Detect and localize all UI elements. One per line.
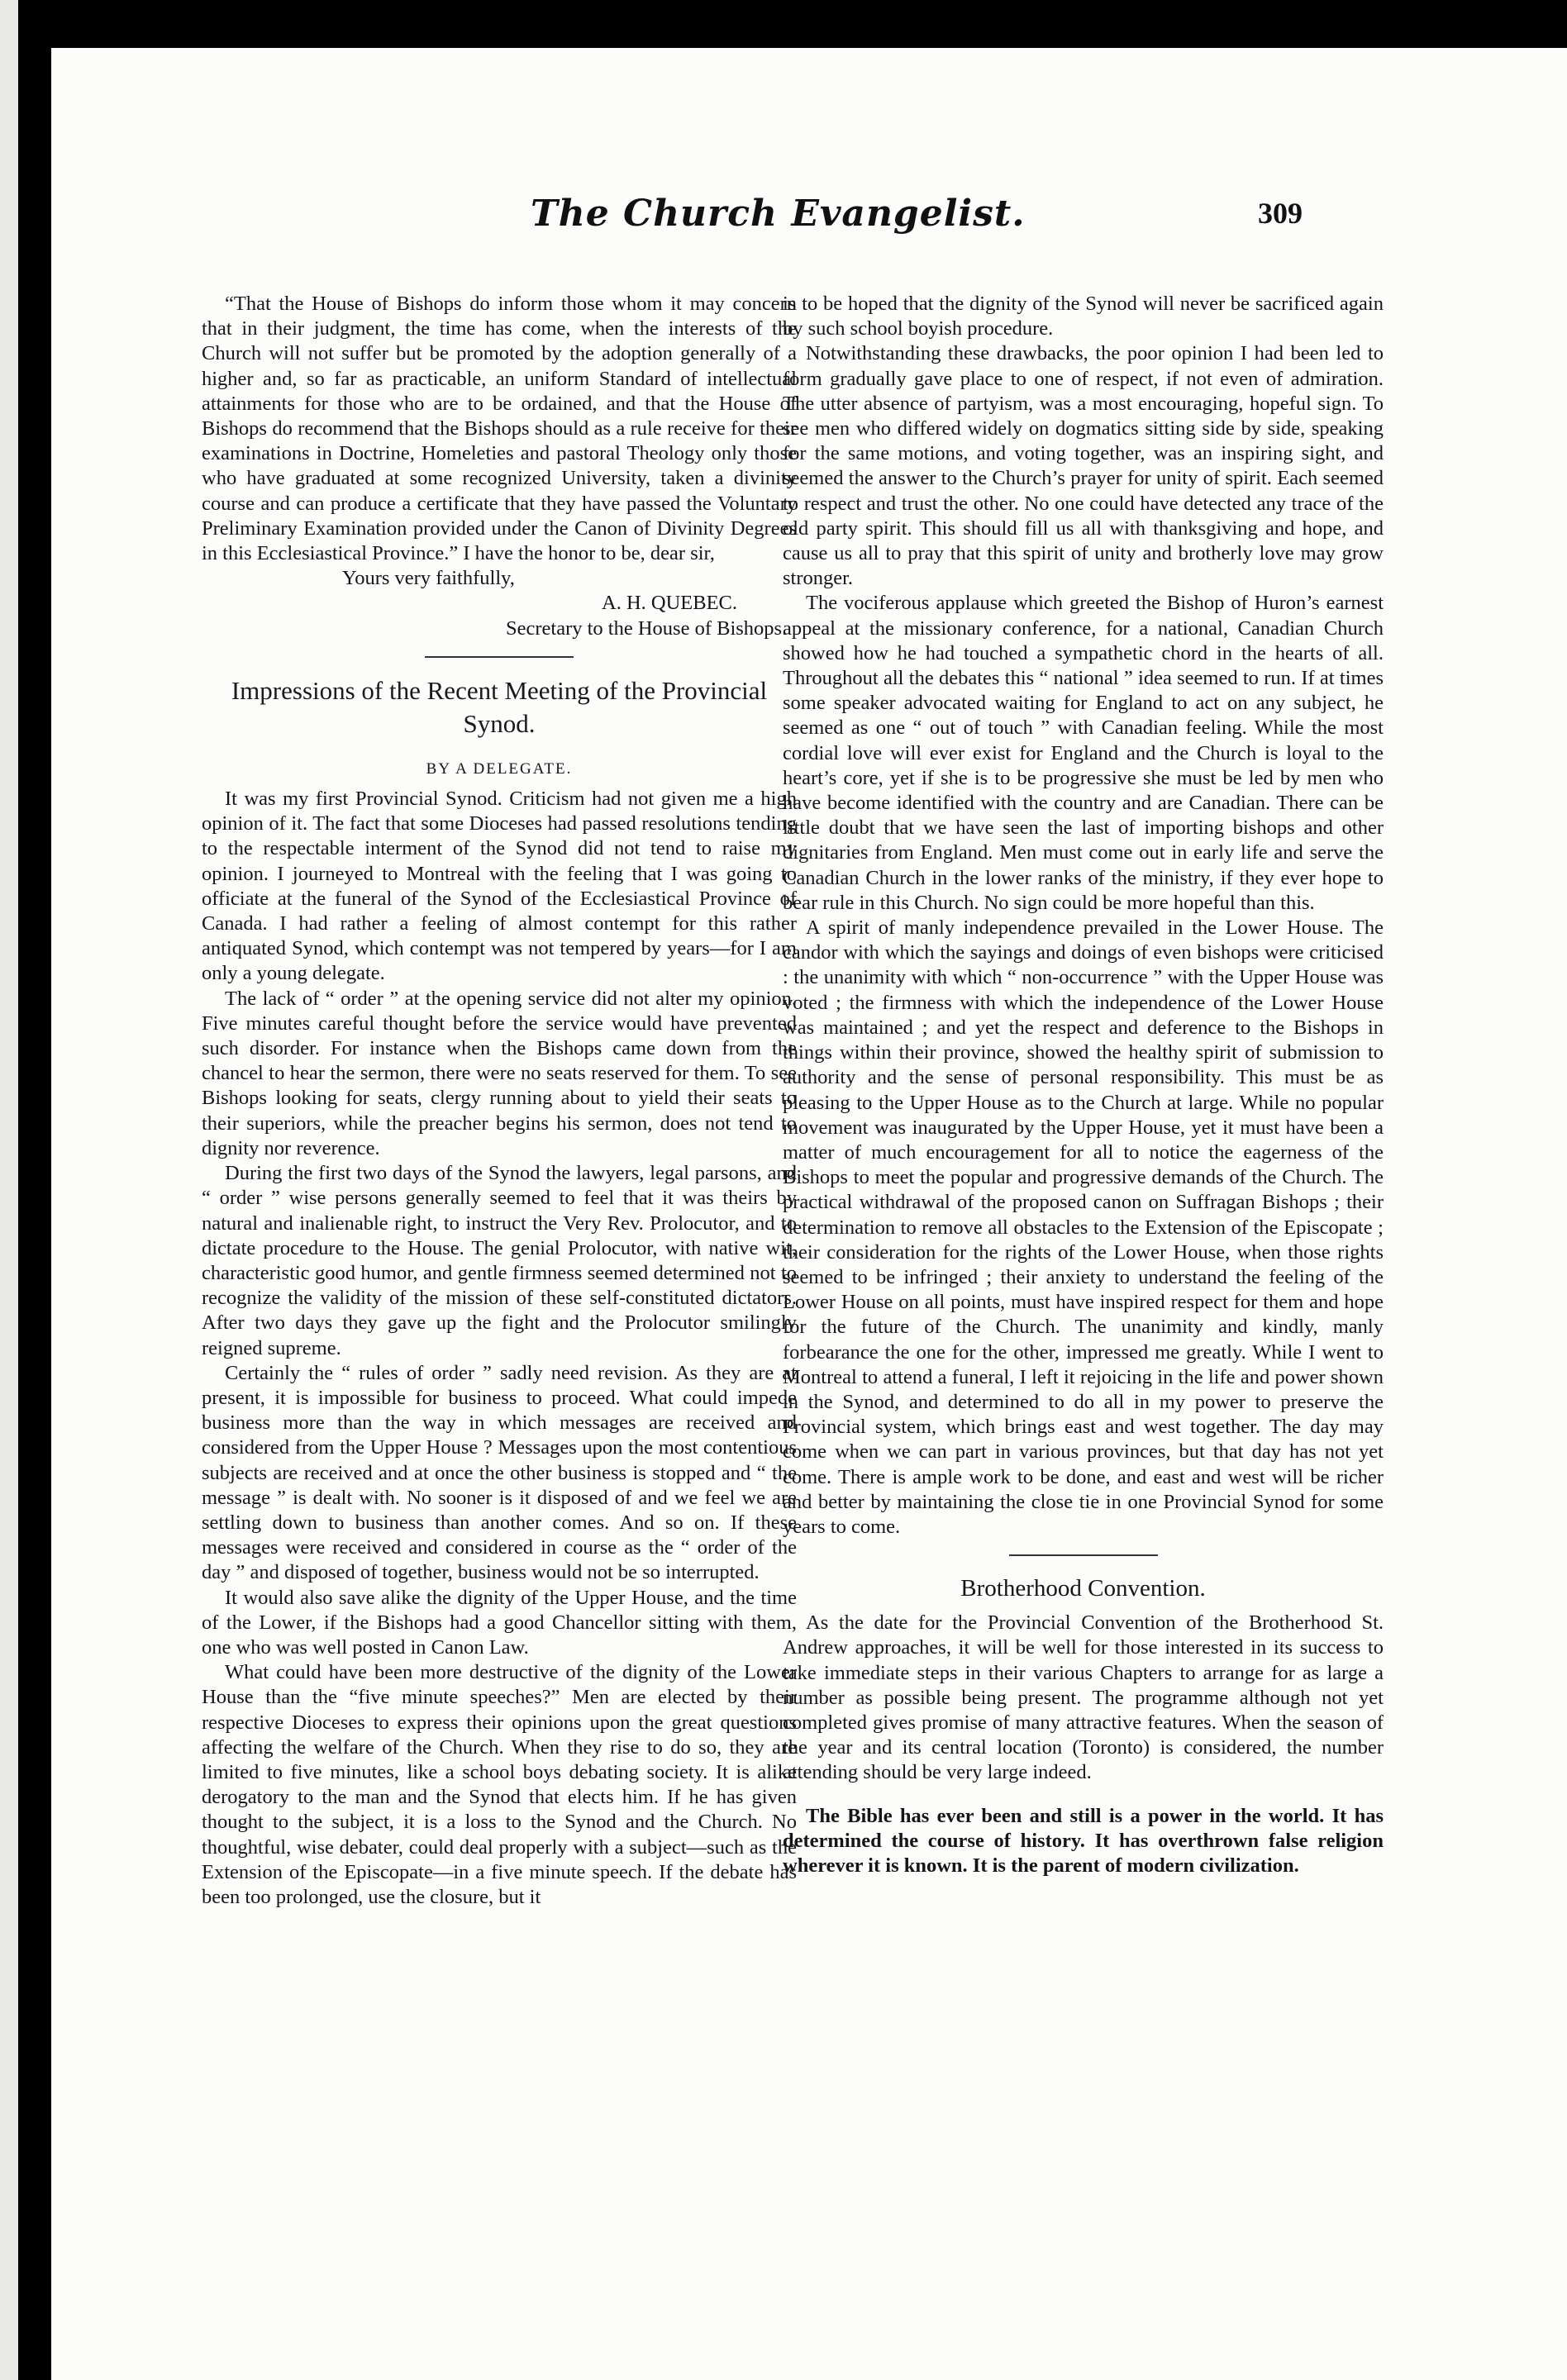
article-byline: BY A DELEGATE. — [426, 759, 573, 778]
section-paragraph: As the date for the Provincial Convention of the Brotherhood St. Andrew approaches, it will be well for those interested in its success to take immediate steps in their various Chapters to arrange for as large a number as possible being present. The programme although not yet completed gives promise of many attractive features. When the season of the year and its central location (Toronto) is considered, the number attending should be very large indeed. — [783, 1611, 1384, 1784]
letter-closing: Yours very faithfully, — [342, 567, 515, 590]
running-header — [51, 193, 1567, 250]
paragraph-gap — [783, 1786, 1384, 1804]
section-divider — [1009, 1554, 1158, 1556]
letter-signature-title: Secretary to the House of Bishops. — [506, 616, 788, 640]
right-column — [783, 292, 1384, 1878]
article-paragraph: It was my first Provincial Synod. Criticism had not given me a high opinion of it. The fact that some Dioceses had passed resolutions tending to the respectable interment of the Synod did not tend to raise my opinion. I journeyed to Montreal with the feeling that I was going to officiate at the funeral of the Synod of the Ecclesiastical Province of Canada. I had rather a feeling of almost contempt for this rather antiquated Synod, which contempt was not tempered by years—for I am only a young delegate. — [202, 788, 797, 985]
letter-text: “That the House of Bishops do inform those whom it may concern that in their judgment, the time has come, when the interests of the Church will not suffer but be promoted by the adoption generally of a higher and, so far as practicable, an uniform Standard of intellectual attainments for those who are to be ordained, and that the House of Bishops do recommend that the Bishops should as a rule receive for their examinations in Doctrine, Homeleties and pastoral Theology only those who have graduated at some recognized University, taken a divinity course and can produce a certificate that they have passed the Voluntary Preliminary Examination provided under the Canon of Divinity Degrees in this Ecclesiastical Province.” I have the honor to be, dear sir, — [202, 293, 797, 565]
journal-title: The Church Evangelist. — [531, 193, 1026, 235]
article-paragraph: During the first two days of the Synod the lawyers, legal parsons, and “ order ” wise persons generally seemed to feel that it was theirs by natural and inalienable right, to instruct the Very Rev. Prolocutor, and to dictate procedure to the House. The genial Prolocutor, with native wit, characteristic good humor, and gentle firmness seemed determined not to recognize the validity of the mission of these self-constituted dictators. After two days they gave up the fight and the Prolocutor smilingly reigned supreme. — [202, 1162, 797, 1359]
closing-paragraph: The Bible has ever been and still is a power in the world. It has determined the course of history. It has overthrown false religion wherever it is known. It is the parent of modern civilization. — [783, 1804, 1384, 1877]
article-paragraph: A spirit of manly independence prevailed in the Lower House. The candor with which the sayings and doings of even bishops were criticised : the unanimity with which “ non-occurrence ” with the Upper House was voted ; the firmness with which the independence of the Lower House was maintained ; and yet the respect and deference to the Bishops in things within their province, showed the healthy spirit of submission to authority and the sense of personal responsibility. This must be as pleasing to the Upper House as to the Church at large. While no popular movement was inaugurated by the Upper House, yet it must have been a matter of much encouragement for all to notice the eagerness of the Bishops to meet the popular and progressive demands of the Church. The practical withdrawal of the proposed canon on Suffragan Bishops ; their determination to remove all obstacles to the Extension of the Episcopate ; their consideration for the rights of the Lower House, when those rights seemed to be infringed ; their anxiety to understand the feeling of the Lower House on all points, must have inspired respect for them and hope for the future of the Church. The unanimity and kindly, manly forbearance the one for the other, impressed me greatly. While I went to Montreal to attend a funeral, I left it rejoicing in the life and power shown in the Synod, and determined to do all in my power to preserve the Provincial system, which brings east and west together. The day may come when we can part in various provinces, but that day has not yet come. There is ample work to be done, and east and west will be richer and better by maintaining the close tie in one Provincial Synod for some years to come. — [783, 916, 1384, 1538]
article-paragraph: Notwithstanding these drawbacks, the poor opinion I had been led to form gradually gave place to one of respect, if not even of admiration. The utter absence of partyism, was a most encouraging, hopeful sign. To see men who differed widely on dogmatics sitting side by side, speaking for the same motions, and voting together, was an inspiring sight, and seemed the answer to the Church’s prayer for unity of spirit. Each seemed to respect and trust the other. No one could have detected any trace of the old party spirit. This should fill us all with thanksgiving and hope, and cause us all to pray that this spirit of unity and brotherly love may grow stronger. — [783, 342, 1384, 590]
left-column — [202, 292, 797, 1910]
article-paragraph: Certainly the “ rules of order ” sadly need revision. As they are at present, it is impossible for business to proceed. What could impede business more than the way in which messages are received and considered from the Upper House ? Messages upon the most contentious subjects are received and at once the other business is stopped and “ the message ” is dealt with. No sooner is it disposed of and we feel we are settling down to business than another comes. And so on. If these messages were received and considered in course as the “ order of the day ” and disposed of together, business would not be so interrupted. — [202, 1361, 797, 1584]
article-paragraph: The lack of “ order ” at the opening service did not alter my opinion. Five minutes careful thought before the service would have prevented such disorder. For instance when the Bishops came down from the chancel to hear the sermon, there were no seats reserved for them. To see Bishops looking for seats, clergy running about to yield their seats to their superiors, while the preacher begins his sermon, does not tend to dignity nor reverence. — [202, 987, 797, 1159]
article-paragraph: What could have been more destructive of the dignity of the Lower House than the “five minute speeches?” Men are elected by their respective Dioceses to express their opinions upon the great questions affecting the welfare of the Church. When they rise to do so, they are limited to five minutes, like a school boys debating society. It is alike derogatory to the man and the Synod that elects him. If he has given thought to the subject, it is a loss to the Synod and the Church. No thoughtful, wise debater, could deal properly with a subject—such as the Extension of the Episcopate—in a five minute speech. If the debate has been too prolonged, use the closure, but it — [202, 1661, 797, 1908]
letter-signature: A. H. QUEBEC. — [602, 592, 738, 615]
scanned-page — [51, 48, 1567, 2380]
page-number: 309 — [1258, 197, 1303, 230]
article-paragraph: It would also save alike the dignity of the Upper House, and the time of the Lower, if the Bishops had a good Chancellor sitting with them, one who was well posted in Canon Law. — [202, 1586, 797, 1659]
page-gutter — [18, 0, 51, 2380]
page-spine-edge — [0, 0, 18, 2380]
article-paragraph: is to be hoped that the dignity of the Synod will never be sacrificed again by such school boyish procedure. — [783, 293, 1384, 340]
article-paragraph: The vociferous applause which greeted the Bishop of Huron’s earnest appeal at the missionary conference, for a national, Canadian Church showed how he had touched a sympathetic chord in the hearts of all. Throughout all the debates this “ national ” idea seemed to run. If at times some speaker advocated waiting for England to act on any subject, he seemed as one “ out of touch ” with Canadian feeling. While the most cordial love will ever exist for England and the Church is loyal to the heart’s core, yet if she is to be progressive she must be led by men who have become identified with the country and are Canadian. There can be little doubt that we have seen the last of importing bishops and other dignitaries from England. Men must come out in early life and serve the Canadian Church in the lower ranks of the ministry, if they ever hope to bear rule in this Church. No sign could be more hopeful than this. — [783, 592, 1384, 914]
section-divider — [425, 656, 574, 658]
section-title: Brotherhood Convention. — [960, 1575, 1206, 1602]
article-title: Impressions of the Recent Meeting of the Provincial Synod. — [231, 675, 768, 738]
